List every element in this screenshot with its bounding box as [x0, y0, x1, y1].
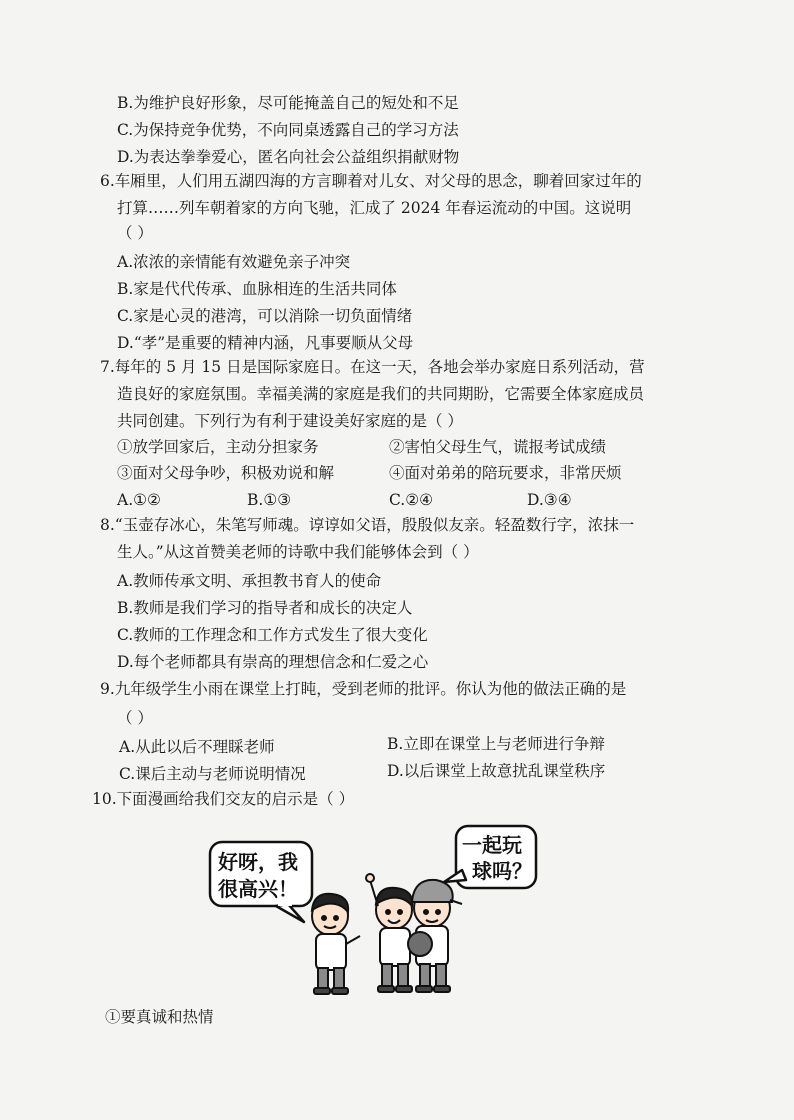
left-bubble-line-1: 好呀，我 — [218, 850, 298, 874]
left-speech-bubble — [210, 842, 312, 922]
q9-option-c: C.课后主动与老师说明情况 — [119, 765, 306, 783]
q9-option-a: A.从此以后不理睬老师 — [119, 738, 275, 756]
q7-item-4: ④面对弟弟的陪玩要求，非常厌烦 — [389, 464, 622, 482]
q9-option-b: B.立即在课堂上与老师进行争辩 — [387, 735, 605, 753]
q7-stem-line-3: 共同创建。下列行为有利于建设美好家庭的是（ ） — [117, 412, 463, 430]
q6-option-d: D.“孝”是重要的精神内涵，凡事要顺从父母 — [117, 334, 414, 352]
q5-option-b: B.为维护良好形象，尽可能掩盖自己的短处和不足 — [117, 94, 459, 112]
q7-item-2: ②害怕父母生气，谎报考试成绩 — [389, 438, 607, 456]
q8-stem-line-1: 8.“玉壶存冰心，朱笔写师魂。谆谆如父语，殷殷似友亲。轻盈数行字，浓抹一 — [100, 516, 635, 534]
right-bubble-line-1: 一起玩 — [462, 833, 522, 857]
q5-option-c: C.为保持竞争优势，不向同桌透露自己的学习方法 — [117, 121, 459, 139]
child-right-figure — [408, 880, 462, 992]
q10-stem: 10.下面漫画给我们交友的启示是（ ） — [92, 790, 355, 808]
q8-option-c: C.教师的工作理念和工作方式发生了很大变化 — [117, 626, 428, 644]
friendship-cartoon — [200, 818, 545, 1000]
q6-option-b: B.家是代代传承、血脉相连的生活共同体 — [117, 280, 397, 298]
child-middle-figure — [366, 874, 412, 992]
left-bubble-line-2: 很高兴！ — [218, 877, 298, 901]
q6-option-c: C.家是心灵的港湾，可以消除一切负面情绪 — [117, 307, 413, 325]
q9-answer-bracket: （ ） — [117, 709, 153, 727]
right-speech-bubble — [444, 826, 536, 888]
q6-answer-bracket: （ ） — [117, 224, 153, 242]
q8-stem-line-2: 生人。”从这首赞美老师的诗歌中我们能够体会到（ ） — [117, 543, 479, 561]
q7-option-c: C.②④ — [389, 491, 434, 509]
q7-option-d: D.③④ — [527, 491, 572, 509]
q8-option-d: D.每个老师都具有崇高的理想信念和仁爱之心 — [117, 653, 429, 671]
q6-stem-line-1: 6.车厢里，人们用五湖四海的方言聊着对儿女、对父母的思念，聊着回家过年的 — [100, 172, 642, 190]
q6-stem-line-2: 打算……列车朝着家的方向飞驰，汇成了 2024 年春运流动的中国。这说明 — [117, 199, 632, 217]
q7-stem-line-1: 7.每年的 5 月 15 日是国际家庭日。在这一天，各地会举办家庭日系列活动，营 — [100, 358, 645, 376]
q7-item-1: ①放学回家后，主动分担家务 — [117, 438, 319, 456]
q7-option-a: A.①② — [117, 491, 161, 509]
q7-stem-line-2: 造良好的家庭氛围。幸福美满的家庭是我们的共同期盼，它需要全体家庭成员 — [117, 385, 645, 403]
q10-item-1: ①要真诚和热情 — [105, 1008, 214, 1026]
q5-option-d: D.为表达拳拳爱心，匿名向社会公益组织捐献财物 — [117, 148, 460, 166]
q7-option-b: B.①③ — [247, 491, 292, 509]
q8-option-a: A.教师传承文明、承担教书育人的使命 — [117, 572, 382, 590]
ball-icon — [408, 932, 432, 956]
q6-option-a: A.浓浓的亲情能有效避免亲子冲突 — [117, 253, 351, 271]
q9-stem-line-1: 9.九年级学生小雨在课堂上打盹，受到老师的批评。你认为他的做法正确的是 — [100, 680, 627, 698]
right-bubble-line-2: 球吗？ — [472, 859, 532, 883]
q7-item-3: ③面对父母争吵，积极劝说和解 — [117, 464, 335, 482]
child-left-figure — [312, 894, 360, 994]
q9-option-d: D.以后课堂上故意扰乱课堂秩序 — [387, 762, 606, 780]
q8-option-b: B.教师是我们学习的指导者和成长的决定人 — [117, 599, 413, 617]
